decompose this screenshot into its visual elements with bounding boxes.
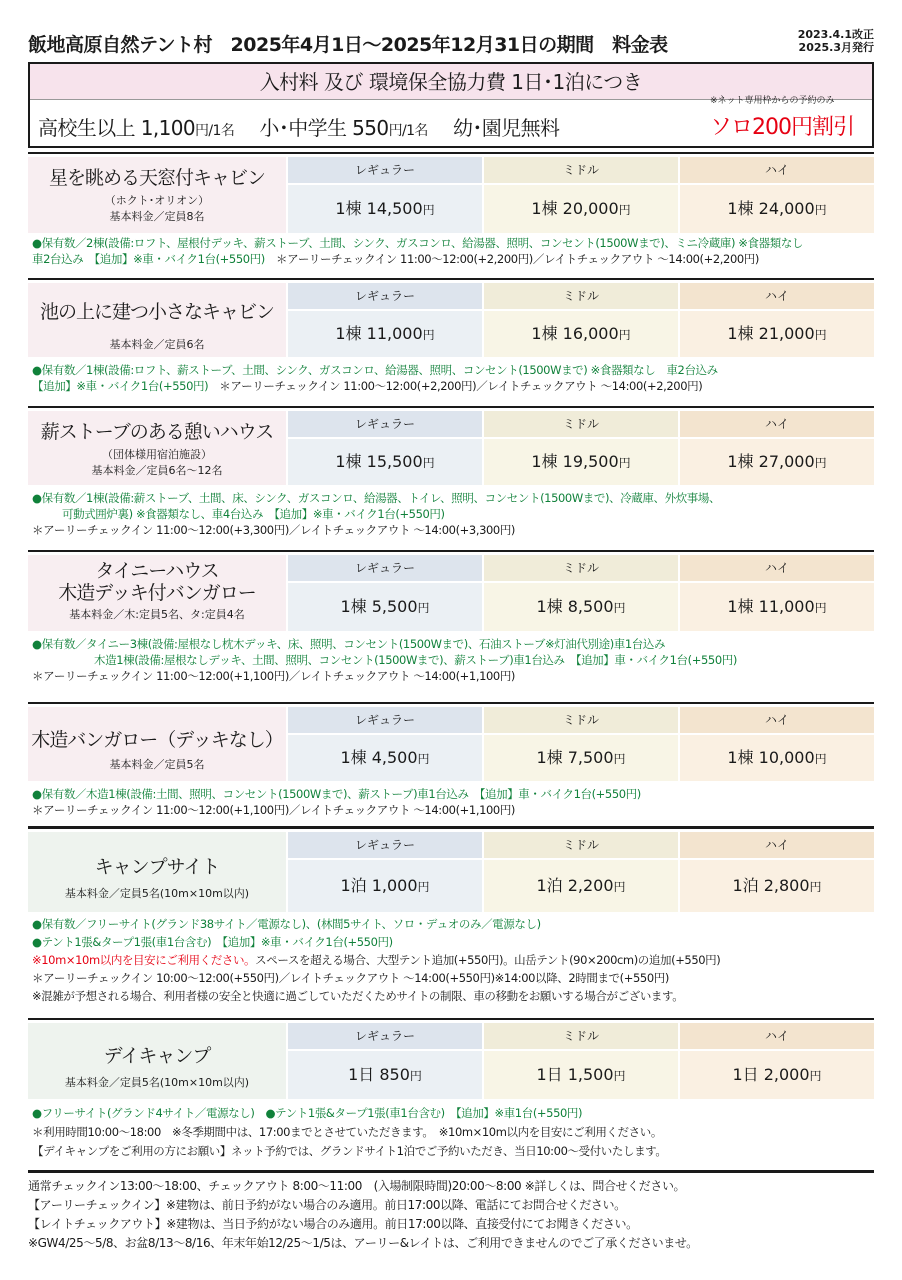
section-campsite [28,826,874,1016]
admission-heading: 入村料 及び 環境保全協力費 1日･1泊につき [30,64,872,100]
price-unit: 円 [814,456,827,470]
section-notes [32,490,874,538]
price-prefix: 1棟 [727,597,759,616]
facility-name-cell [28,1023,286,1099]
price-high [680,832,874,912]
note-line: ＊アーリーチェックイン 10:00〜12:00(+550円)／レイトチェックアウト 〜14:00(+550円)※14:00以降、2時間まで(+550円) [32,971,669,985]
price-value [680,185,874,233]
price-header-regular: レギュラー [288,707,482,733]
price-prefix: 1棟 [335,324,367,343]
facility-base-info: 基本料金／定員5名(10m×10m以内) [64,887,250,900]
price-prefix: 1泊 [536,876,568,895]
price-amount: 7,500 [567,748,614,767]
price-header-high: ハイ [680,1023,874,1049]
price-unit: 円 [417,752,430,766]
price-header-middle: ミドル [484,283,678,309]
price-amount: 1,000 [371,876,418,895]
infant-price: 幼･園児無料 [452,116,560,140]
price-header-regular: レギュラー [288,832,482,858]
price-unit: 円 [809,880,822,894]
facility-subtitle: （団体様用宿泊施設） [102,448,212,461]
section-wood-stove-house [28,406,874,548]
note-line: ●保有数／1棟(設備:薪ストーブ、土間、床、シンク、ガスコンロ、給湯器、トイレ、照明、コンセント(1500Wまで)、冷蔵庫、外炊事場、 [32,491,721,505]
price-prefix: 1泊 [732,876,764,895]
facility-name-secondary: 木造デッキ付バンガロー [58,582,256,604]
note-line: ＊アーリーチェックイン 11:00〜12:00(+2,200円)／レイトチェックアウト 〜14:00(+2,200円) [275,252,759,266]
price-prefix: 1棟 [727,199,759,218]
issue-date: 2025.3月発行 [798,41,874,54]
price-header-middle: ミドル [484,157,678,183]
price-amount: 1,500 [567,1065,614,1084]
note-line: 木造1棟(設備:屋根なしデッキ、土間、照明、コンセント(1500Wまで)、薪ストーブ)車1台込み 【追加】車・バイク1台(+550円) [94,653,737,667]
note-line: ＊アーリーチェックイン 11:00〜12:00(+1,100円)／レイトチェックアウト 〜14:00(+1,100円) [32,803,516,817]
note-line: ＊アーリーチェックイン 11:00〜12:00(+1,100円)／レイトチェックアウト 〜14:00(+1,100円) [32,669,516,683]
price-header-high: ハイ [680,707,874,733]
price-header-middle: ミドル [484,411,678,437]
price-value [288,311,482,357]
price-value [680,583,874,631]
price-amount: 24,000 [758,199,815,218]
price-prefix: 1棟 [727,324,759,343]
facility-name: タイニーハウス [95,560,219,582]
section-notes [32,915,874,1005]
price-amount: 21,000 [758,324,815,343]
section-tiny-house [28,550,874,694]
price-prefix: 1棟 [335,199,367,218]
net-reservation-note: ※ネット専用枠からの予約のみ [710,96,835,106]
price-value [484,583,678,631]
price-header-regular: レギュラー [288,157,482,183]
price-regular [288,1023,482,1099]
note-line: スペースを超える場合、大型テント追加(+550円)。山岳テント(90×200cm)の追加(+550円) [255,953,721,967]
price-value [680,1051,874,1099]
facility-name-cell [28,832,286,912]
note-line: ●保有数／フリーサイト(グランド38サイト／電源なし)、(林間5サイト、ソロ・デュオのみ／電源なし) [32,917,541,931]
note-line: ●保有数／タイニー3棟(設備:屋根なし枕木デッキ、床、照明、コンセント(1500Wまで)、石油ストーブ※灯油代別途)車1台込み [32,637,666,651]
price-regular [288,411,482,485]
price-header-high: ハイ [680,555,874,581]
price-amount: 14,500 [366,199,423,218]
price-regular [288,832,482,912]
child-price-unit: 円/1名 [388,123,428,139]
price-prefix: 1棟 [536,748,568,767]
section-notes [32,235,874,267]
price-unit: 円 [613,752,626,766]
price-header-high: ハイ [680,283,874,309]
footer-line: 通常チェックイン13:00〜18:00、チェックアウト 8:00〜11:00 (入場制限時間)20:00〜8:00 ※詳しくは、問合せください。 [28,1179,686,1193]
facility-name: 薪ストーブのある憩いハウス [40,421,274,443]
price-amount: 2,800 [763,876,810,895]
header [28,26,874,58]
price-value [484,185,678,233]
section-notes [32,636,874,684]
price-unit: 円 [613,601,626,615]
solo-discount: ソロ200円割引 [710,115,854,140]
price-unit: 円 [422,328,435,342]
price-value [288,860,482,912]
price-middle [484,832,678,912]
price-unit: 円 [409,1069,422,1083]
facility-subtitle: （ホクト･オリオン） [104,194,210,207]
price-header-middle: ミドル [484,832,678,858]
price-prefix: 1棟 [727,748,759,767]
price-unit: 円 [809,1069,822,1083]
price-amount: 11,000 [758,597,815,616]
price-value [288,185,482,233]
price-middle [484,157,678,233]
price-prefix: 1棟 [340,597,372,616]
footer-notes [28,1170,874,1253]
price-amount: 19,500 [562,452,619,471]
price-prefix: 1棟 [531,324,563,343]
price-amount: 2,200 [567,876,614,895]
price-middle [484,1023,678,1099]
price-unit: 円 [417,601,430,615]
price-value [288,1051,482,1099]
price-prefix: 1日 [732,1065,764,1084]
facility-name-cell [28,157,286,233]
facility-name-cell [28,555,286,631]
price-header-high: ハイ [680,157,874,183]
facility-name: デイキャンプ [103,1045,211,1067]
price-unit: 円 [613,880,626,894]
price-header-regular: レギュラー [288,283,482,309]
price-middle [484,555,678,631]
price-header-middle: ミドル [484,707,678,733]
price-unit: 円 [422,456,435,470]
price-value [484,311,678,357]
facility-base-info: 基本料金／定員8名 [109,210,205,223]
price-prefix: 1日 [348,1065,380,1084]
price-value [680,439,874,485]
price-value [484,439,678,485]
price-middle [484,411,678,485]
price-amount: 10,000 [758,748,815,767]
note-line: ●フリーサイト(グランド4サイト／電源なし) ●テント1張&タープ1張(車1台含む) 【追加】※車1台(+550円) [32,1106,583,1120]
note-line: 可動式囲炉裏) ※食器類なし、車4台込み 【追加】※車・バイク1台(+550円) [62,507,445,521]
price-header-middle: ミドル [484,1023,678,1049]
admission-prices [30,96,872,146]
price-regular [288,157,482,233]
section-star-cabin [28,152,874,276]
price-value [484,1051,678,1099]
price-prefix: 1棟 [536,597,568,616]
facility-base-info: 基本料金／定員6名 [109,338,205,351]
note-line: ●保有数／1棟(設備:ロフト、薪ストーブ、土間、シンク、ガスコンロ、給湯器、照明、コンセント(1500Wまで) ※食器類なし 車2台込み [32,363,718,377]
facility-name: 星を眺める天窓付キャビン [48,167,265,189]
price-prefix: 1棟 [340,748,372,767]
price-unit: 円 [814,203,827,217]
price-header-high: ハイ [680,411,874,437]
price-amount: 27,000 [758,452,815,471]
note-line: ＊利用時間10:00〜18:00 ※冬季期間中は、17:00までとさせていただきます。 ※10m×10m以内を目安にご利用ください。 [32,1125,662,1139]
price-header-regular: レギュラー [288,411,482,437]
price-prefix: 1棟 [727,452,759,471]
admission-box [28,62,874,148]
price-regular [288,555,482,631]
admission-price-list [38,112,559,141]
price-amount: 2,000 [763,1065,810,1084]
facility-base-info: 基本料金／木:定員5名、タ:定員4名 [69,608,245,621]
facility-base-info: 基本料金／定員5名(10m×10m以内) [64,1076,250,1089]
section-wooden-bungalow [28,702,874,826]
price-header-middle: ミドル [484,555,678,581]
price-prefix: 1棟 [335,452,367,471]
price-header-high: ハイ [680,832,874,858]
price-value [484,860,678,912]
facility-name-cell [28,707,286,781]
price-prefix: 1日 [536,1065,568,1084]
revision-date: 2023.4.1改正 [797,28,874,41]
price-value [288,735,482,781]
footer-line: 【アーリーチェックイン】※建物は、前日予約がない場合のみ適用。前日17:00以降、電話にてお問合せください。 [28,1198,626,1212]
facility-name: 池の上に建つ小さなキャビン [39,301,274,323]
price-header-regular: レギュラー [288,1023,482,1049]
price-value [288,439,482,485]
price-unit: 円 [417,880,430,894]
section-pond-cabin [28,278,874,404]
price-prefix: 1泊 [340,876,372,895]
price-value [484,735,678,781]
adult-price: 高校生以上 1,100 [38,116,196,140]
price-unit: 円 [613,1069,626,1083]
price-high [680,555,874,631]
note-line-warning: ※10m×10m以内を目安にご利用ください。 [32,953,256,967]
price-value [680,735,874,781]
facility-name-cell [28,283,286,357]
price-regular [288,283,482,357]
price-amount: 5,500 [371,597,418,616]
price-value [680,311,874,357]
note-line: 【追加】※車・バイク1台(+550円) [32,379,209,393]
price-unit: 円 [814,601,827,615]
price-unit: 円 [814,328,827,342]
footer-line: 【レイトチェックアウト】※建物は、当日予約がない場合のみ適用。前日17:00以降、直接受付にてお聞きください。 [28,1217,638,1231]
price-unit: 円 [618,456,631,470]
note-line: ●テント1張&タープ1張(車1台含む) 【追加】※車・バイク1台(+550円) [32,935,393,949]
price-high [680,1023,874,1099]
facility-base-info: 基本料金／定員6名〜12名 [91,464,223,477]
page-title: 飯地高原自然テント村 2025年4月1日〜2025年12月31日の期間 料金表 [28,34,668,56]
price-middle [484,707,678,781]
price-high [680,707,874,781]
facility-name: キャンプサイト [94,856,220,878]
price-unit: 円 [814,752,827,766]
price-amount: 20,000 [562,199,619,218]
adult-price-unit: 円/1名 [195,123,235,139]
price-regular [288,707,482,781]
price-high [680,157,874,233]
price-prefix: 1棟 [531,452,563,471]
price-value [288,583,482,631]
facility-name: 木造バンガロー（デッキなし） [31,729,283,751]
note-line: ※混雑が予想される場合、利用者様の安全と快適に過ごしていただくためサイトの制限、車の移動をお願いする場合がございます。 [32,989,684,1003]
price-unit: 円 [618,203,631,217]
section-notes [32,1104,874,1161]
price-amount: 16,000 [562,324,619,343]
facility-base-info: 基本料金／定員5名 [109,758,205,771]
child-price: 小･中学生 550 [259,116,389,140]
section-notes [32,362,874,394]
price-prefix: 1棟 [531,199,563,218]
price-high [680,411,874,485]
note-line: ●保有数／木造1棟(設備:土間、照明、コンセント(1500Wまで)、薪ストーブ)車1台込み 【追加】車・バイク1台(+550円) [32,787,641,801]
revision-info [798,28,874,54]
facility-name-cell [28,411,286,485]
note-line: 車2台込み 【追加】※車・バイク1台(+550円) [32,252,265,266]
price-amount: 15,500 [366,452,423,471]
note-line: ＊アーリーチェックイン 11:00〜12:00(+3,300円)／レイトチェックアウト 〜14:00(+3,300円) [32,523,516,537]
price-amount: 8,500 [567,597,614,616]
price-header-regular: レギュラー [288,555,482,581]
note-line: 【デイキャンプをご利用の方にお願い】ネット予約では、グランドサイト1泊でご予約いただき、当日10:00〜受付いたします。 [32,1144,667,1158]
note-line: ●保有数／2棟(設備:ロフト、屋根付デッキ、薪ストーブ、土間、シンク、ガスコンロ、給湯器、照明、コンセント(1500Wまで)、ミニ冷蔵庫) ※食器類なし [32,236,804,250]
price-unit: 円 [618,328,631,342]
price-value [680,860,874,912]
footer-line: ※GW4/25〜5/8、お盆8/13〜8/16、年末年始12/25〜1/5は、アーリー&レイトは、ご利用できませんのでご了承くださいませ。 [28,1236,698,1250]
price-middle [484,283,678,357]
price-high [680,283,874,357]
section-day-camp [28,1018,874,1168]
price-amount: 850 [379,1065,410,1084]
note-line: ＊アーリーチェックイン 11:00〜12:00(+2,200円)／レイトチェックアウト 〜14:00(+2,200円) [219,379,703,393]
price-amount: 11,000 [366,324,423,343]
price-unit: 円 [422,203,435,217]
price-amount: 4,500 [371,748,418,767]
section-notes [32,786,874,818]
